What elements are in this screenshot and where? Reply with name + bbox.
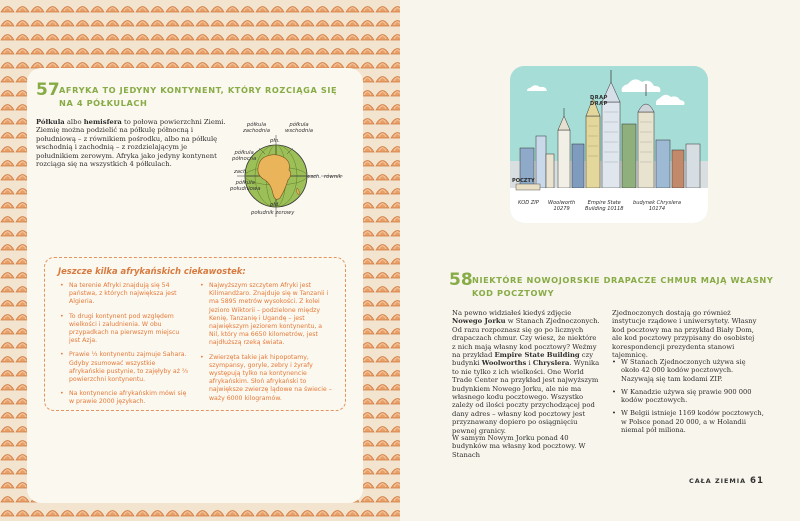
section-title-line1: AFRYKA TO JEDYNY KONTYNENT, KTÓRY ROZCIĄGA SIĘ [59, 85, 338, 95]
label-zip-code: KOD ZIP [518, 200, 539, 206]
text-run: czy budynki [452, 351, 594, 368]
section-title-58 [472, 274, 773, 300]
label-drap-drap: DRAP DRAP [590, 95, 608, 108]
term-chrysler: Chryslera [532, 359, 570, 368]
fact-item: • Na kontynencie afrykańskim mówi się w prawie 2000 językach. [60, 390, 190, 406]
label-mailbox: POCZTY [512, 178, 535, 184]
label-empire-state: Empire State Building 10118 [585, 200, 624, 213]
skyscraper-paragraph-2: W samym Nowym Jorku ponad 40 budynków ma własny kod pocztowy. W Stanach [452, 434, 586, 459]
intro-rest: to połowa powierzchni Ziemi. Ziemię można podzielić na półkulę północną i południową – z równikiem pośrodku, albo na półkulę wschodnią i zachodnią – z rozdzielającym je południkiem zerowym. Afryka jako jedyny kontynent rozciąga się na wszystkich 4 półkulach. [36, 118, 226, 169]
label-southern-hemisphere: półkula południowa [230, 180, 261, 193]
text-run: i [526, 359, 533, 368]
label-western-hemisphere: półkula zachodnia [243, 122, 270, 135]
zip-paragraph-col2: Zjednoczonych dostają go również instytucje rządowe i uniwersytety. Własny kod pocztowy ma na przykład Biały Dom, ale kod pocztowy przypisany do osobistej korespondencji prezydenta stanowi tajemnicę. [612, 309, 757, 360]
fact-item: • To drugi kontynent pod względem wielkości i zaludnienia. W obu przypadkach na pierwszym miejscu jest Azja. [60, 313, 190, 346]
intro-mid: albo [64, 118, 84, 126]
hemisphere-paragraph [36, 118, 231, 168]
section-title-line1: NIEKTÓRE NOWOJORSKIE DRAPACZE CHMUR MAJĄ WŁASNY [472, 275, 774, 285]
section-title-line2: NA 4 PÓŁKULACH [59, 98, 148, 108]
facts-list-right [200, 282, 332, 409]
section-title-line2: KOD POCZTOWY [472, 288, 555, 298]
label-north-arrow: płn. [270, 138, 280, 144]
footer-label: CAŁA ZIEMIA [689, 477, 747, 485]
fact-item: • Na terenie Afryki znajdują się 54 państwa, z których największa jest Algieria. [60, 282, 190, 307]
facts-list-left [60, 282, 190, 413]
label-east-arrow: wsch. [306, 174, 322, 180]
zip-bullets [612, 358, 764, 439]
fact-item: • Najwyższym szczytem Afryki jest Kilimandżaro. Znajduje się w Tanzanii i ma 5895 metrów wysokości. Z kolei Jezioro Wiktorii – podzielone między Kenię, Tanzanię i Ugandę – jest największym jeziorem kontynentu, a Nil, który ma 6650 kilometrów, jest najdłuższą rzeką świata. [200, 282, 332, 348]
label-equator: równik [324, 174, 342, 180]
term-hemisfera: hemisfera [83, 118, 122, 126]
label-woolworth: Woolworth 10279 [548, 200, 576, 213]
term-empire-state: Empire State Building [494, 351, 580, 360]
section-number-58: 58 [449, 270, 473, 290]
page-footer [689, 476, 764, 486]
text-run: w Stanach Zjednoczonych. Od razu rozpoznasz się go po licznych drapaczach chmur. Czy wiesz, że niektóre z nich mają własny kod pocztowy? Weźmy na przykład [452, 317, 600, 360]
term-woolworths: Woolworths [481, 359, 527, 368]
fact-item: • Zwierzęta takie jak hipopotamy, szympansy, goryle, zebry i żyrafy występują tylko na kontynencie afrykańskim. Słoń afrykański to największe zwierzę lądowe na świecie – waży 6000 kilogramów. [200, 354, 332, 403]
label-chrysler: budynek Chryslera 10174 [633, 200, 681, 213]
section-number-57: 57 [36, 80, 60, 100]
label-west-arrow: zach. [234, 169, 248, 175]
label-eastern-hemisphere: półkula wschodnia [285, 122, 314, 135]
label-northern-hemisphere: półkula północna [232, 150, 257, 163]
section-title-57 [59, 84, 337, 110]
zip-bullet-item: • W Stanach Zjednoczonych używa się około 42 000 kodów pocztowych. Nazywają się tam kodami ZIP. [612, 358, 764, 383]
text-run: . Wynika to nie tylko z ich wielkości. One World Trade Center na przykład jest najwyższym budynkiem Nowego Jorku, ale nie ma własnego kodu pocztowego. Wszystko zależy od ilości poczty przychodzącej pod dany adres – własny kod pocztowy jest przyznawany dopiero po osiągnięciu pewnej granicy. [452, 359, 600, 435]
zip-bullet-item: • W Kanadzie używa się prawie 900 000 kodów pocztowych. [612, 388, 764, 405]
zip-bullet-item: • W Belgii istnieje 1169 kodów pocztowych, w Polsce ponad 20 000, a w Holandii niemal pół miliona. [612, 409, 764, 434]
label-south-arrow: płd. [270, 202, 280, 208]
label-prime-meridian: południk zerowy [251, 210, 295, 216]
facts-title: Jeszcze kilka afrykańskich ciekawostek: [58, 266, 246, 276]
page-number: 61 [750, 476, 764, 486]
fact-item: • Prawie ⅓ kontynentu zajmuje Sahara. Gdyby zsumować wszystkie afrykańskie pustynie, to zajęłyby aż ⅔ powierzchni kontynentu. [60, 351, 190, 384]
term-polkula: Półkula [36, 118, 65, 126]
skyscraper-paragraph-1 [452, 309, 602, 435]
term-new-york: Nowego Jorku [452, 317, 506, 326]
text-run: Na pewno widziałeś kiedyś zdjęcie [452, 309, 572, 317]
